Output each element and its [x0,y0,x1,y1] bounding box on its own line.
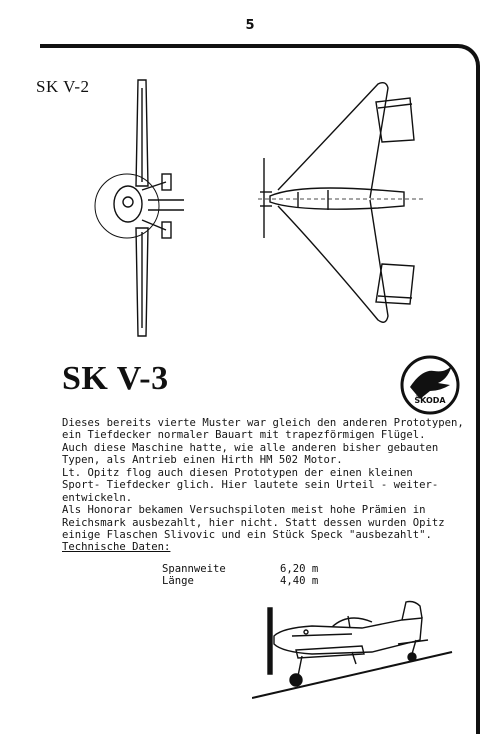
page-title: SK V-3 [62,360,169,397]
drawing-label: SK V-2 [36,77,90,96]
spec-label: Spannweite [162,563,226,575]
spec-value: 6,20 m [280,563,319,575]
skoda-logo-icon [400,355,460,415]
spec-value: 4,40 m [280,575,319,587]
logo-text: ŠKODA [414,396,446,405]
paragraph-2: Lt. Opitz flog auch diesen Prototypen der einen kleinen Sport- Tiefdecker glich. Hier lautete sein Urteil - weiter- entwickeln. Als Honorar bekamen Versuchspiloten meist hohe Prämien in Reichsmark ausbezahlt, hier nicht. Statt dessen wurden Opitz einige Flaschen Slivovic und ein Stück Speck "ausbezahlt". [62,467,445,542]
spec-label: Länge [162,575,194,587]
paragraph-1: Dieses bereits vierte Muster war gleich den anderen Prototypen, ein Tiefdecker normaler Bauart mit trapezförmigen Flügel. Auch diese Maschine hatte, wie alle anderen bisher gebauten Typen, als Antrieb einen Hirth HM 502 Motor. [62,417,464,467]
front-view-drawing [88,78,198,340]
side-view-drawing [252,600,460,700]
top-view-drawing [258,78,428,340]
page-number: 5 [245,18,255,33]
technical-data-heading: Technische Daten: [62,541,171,553]
